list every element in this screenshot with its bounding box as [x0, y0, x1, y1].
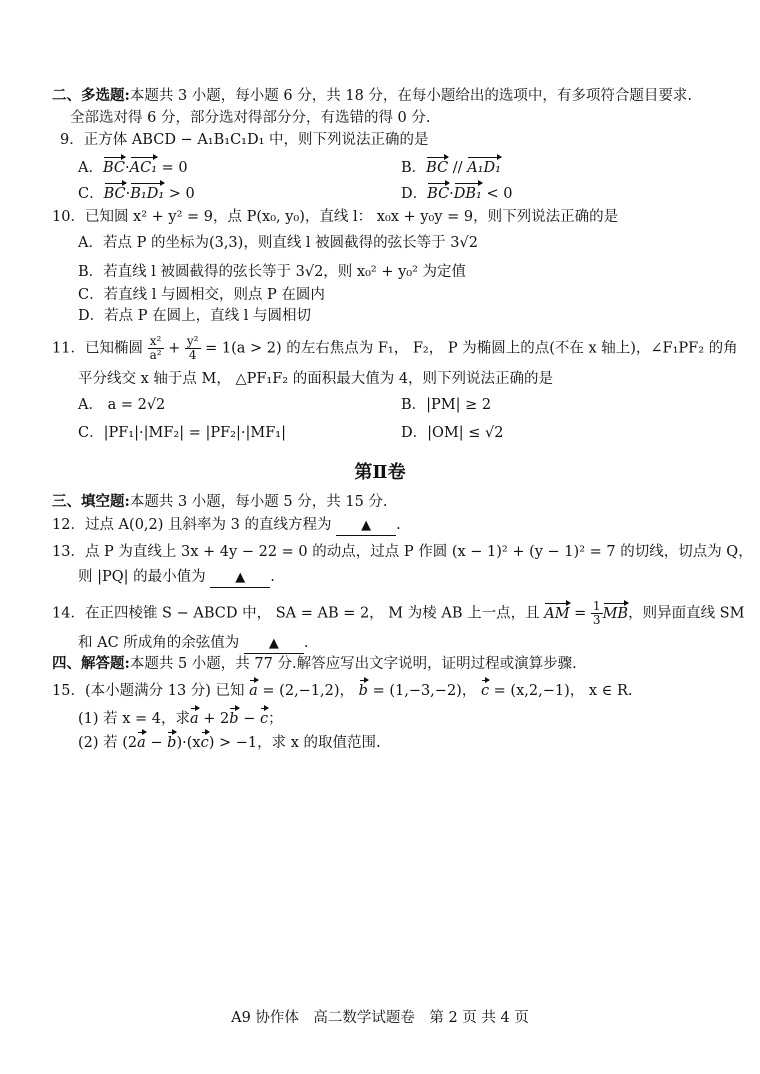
q14-answer-blank[interactable]: ▲: [244, 635, 304, 654]
q10-option-a: A．若点 P 的坐标为(3,3)，则直线 l 被圆截得的弦长等于 3√2: [78, 235, 478, 251]
q10-stem: 10．已知圆 x² + y² = 9，点 P(x₀, y₀)，直线 l： x₀x + y₀y = 9，则下列说法正确的是: [52, 209, 619, 225]
q12-answer-blank[interactable]: ▲: [336, 517, 396, 536]
q10-option-c: C．若直线 l 与圆相交，则点 P 在圆内: [78, 287, 325, 303]
q10-option-b: B．若直线 l 被圆截得的弦长等于 3√2，则 x₀² + y₀² 为定值: [78, 264, 467, 280]
q9-stem: 9．正方体 ABCD − A₁B₁C₁D₁ 中，则下列说法正确的是: [60, 132, 429, 148]
q15-part-1: (1) 若 x = 4，求a + 2b − c；: [78, 707, 283, 729]
q10-option-d: D．若点 P 在圆上，直线 l 与圆相切: [78, 308, 311, 324]
section-2-heading: [52, 86, 692, 106]
q9-option-d: D．BC·DB₁ < 0: [401, 182, 512, 204]
page-footer: A9 协作体 高二数学试题卷 第 2 页 共 4 页: [231, 1010, 529, 1026]
q11-option-d: D．|OM| ≤ √2: [401, 425, 504, 441]
q9-option-b: B．BC // A₁D₁: [401, 156, 501, 178]
q9-option-c: C．BC·B₁D₁ > 0: [78, 182, 195, 204]
q11-option-b: B．|PM| ≥ 2: [401, 397, 492, 413]
q11-option-a: A． a = 2√2: [78, 397, 166, 413]
q15-part-2: (2) 若 (2a − b)·(xc) > −1，求 x 的取值范围.: [78, 731, 381, 753]
q12-line: 12．过点 A(0,2) 且斜率为 3 的直线方程为 ▲ .: [52, 515, 401, 536]
q15-stem: 15．(本小题满分 13 分) 已知 a = (2,−1,2)， b = (1,−3,−2)， c = (x,2,−1)， x ∈ R.: [52, 679, 633, 701]
q14-line2: 和 AC 所成角的余弦值为 ▲ .: [78, 633, 309, 654]
q13-line1: 13．点 P 为直线上 3x + 4y − 22 = 0 的动点，过点 P 作圆 (x − 1)² + (y − 1)² = 7 的切线，切点为 Q，: [52, 544, 753, 560]
section-4-heading: 四、解答题:本题共 5 小题，共 77 分.解答应写出文字说明，证明过程或演算步骤.: [52, 655, 577, 672]
part-2-title: 第Ⅱ卷: [354, 462, 406, 483]
q14-fraction: $\frac{1}{3}$: [592, 599, 601, 627]
section-3-heading: 三、填空题:本题共 3 小题，每小题 5 分，共 15 分.: [52, 493, 388, 510]
q11-fraction-x: $\frac{\text{x²}}{\text{a²}}$: [149, 334, 162, 362]
q11-stem-line2: 平分线交 x 轴于点 M， △PF₁F₂ 的面积最大值为 4，则下列说法正确的是: [78, 371, 554, 387]
section-2-heading-line2: 全部选对得 6 分，部分选对得部分分，有选错的得 0 分.: [70, 110, 431, 126]
q13-line2: 则 |PQ| 的最小值为 ▲ .: [78, 567, 275, 588]
q9-option-a: A．BC·AC₁ = 0: [78, 156, 188, 178]
q11-stem: 11．已知椭圆 $\frac{\text{x²}}{\text{a²}}$ + $\frac{\text{y²}}{4}$ = 1(a > 2) 的左右焦点为 F₁， F₂， P 为椭圆上的点(不在 x 轴上)，∠F₁PF₂ 的角: [52, 334, 738, 362]
section-2-text: 本题共 3 小题，每小题 6 分，共 18 分，在每小题给出的选项中，有多项符合题目要求.: [129, 88, 693, 104]
q14-line1: 14．在正四棱锥 S − ABCD 中， SA = AB = 2， M 为棱 AB 上一点，且 AM = $\frac{1}{3}$ MB，则异面直线 SM: [52, 599, 745, 627]
section-2-label: 二、多选题:: [52, 87, 130, 104]
q13-answer-blank[interactable]: ▲: [210, 569, 270, 588]
q11-fraction-y: $\frac{\text{y²}}{4}$: [186, 334, 199, 362]
q11-option-c: C．|PF₁|·|MF₂| = |PF₂|·|MF₁|: [78, 425, 286, 441]
